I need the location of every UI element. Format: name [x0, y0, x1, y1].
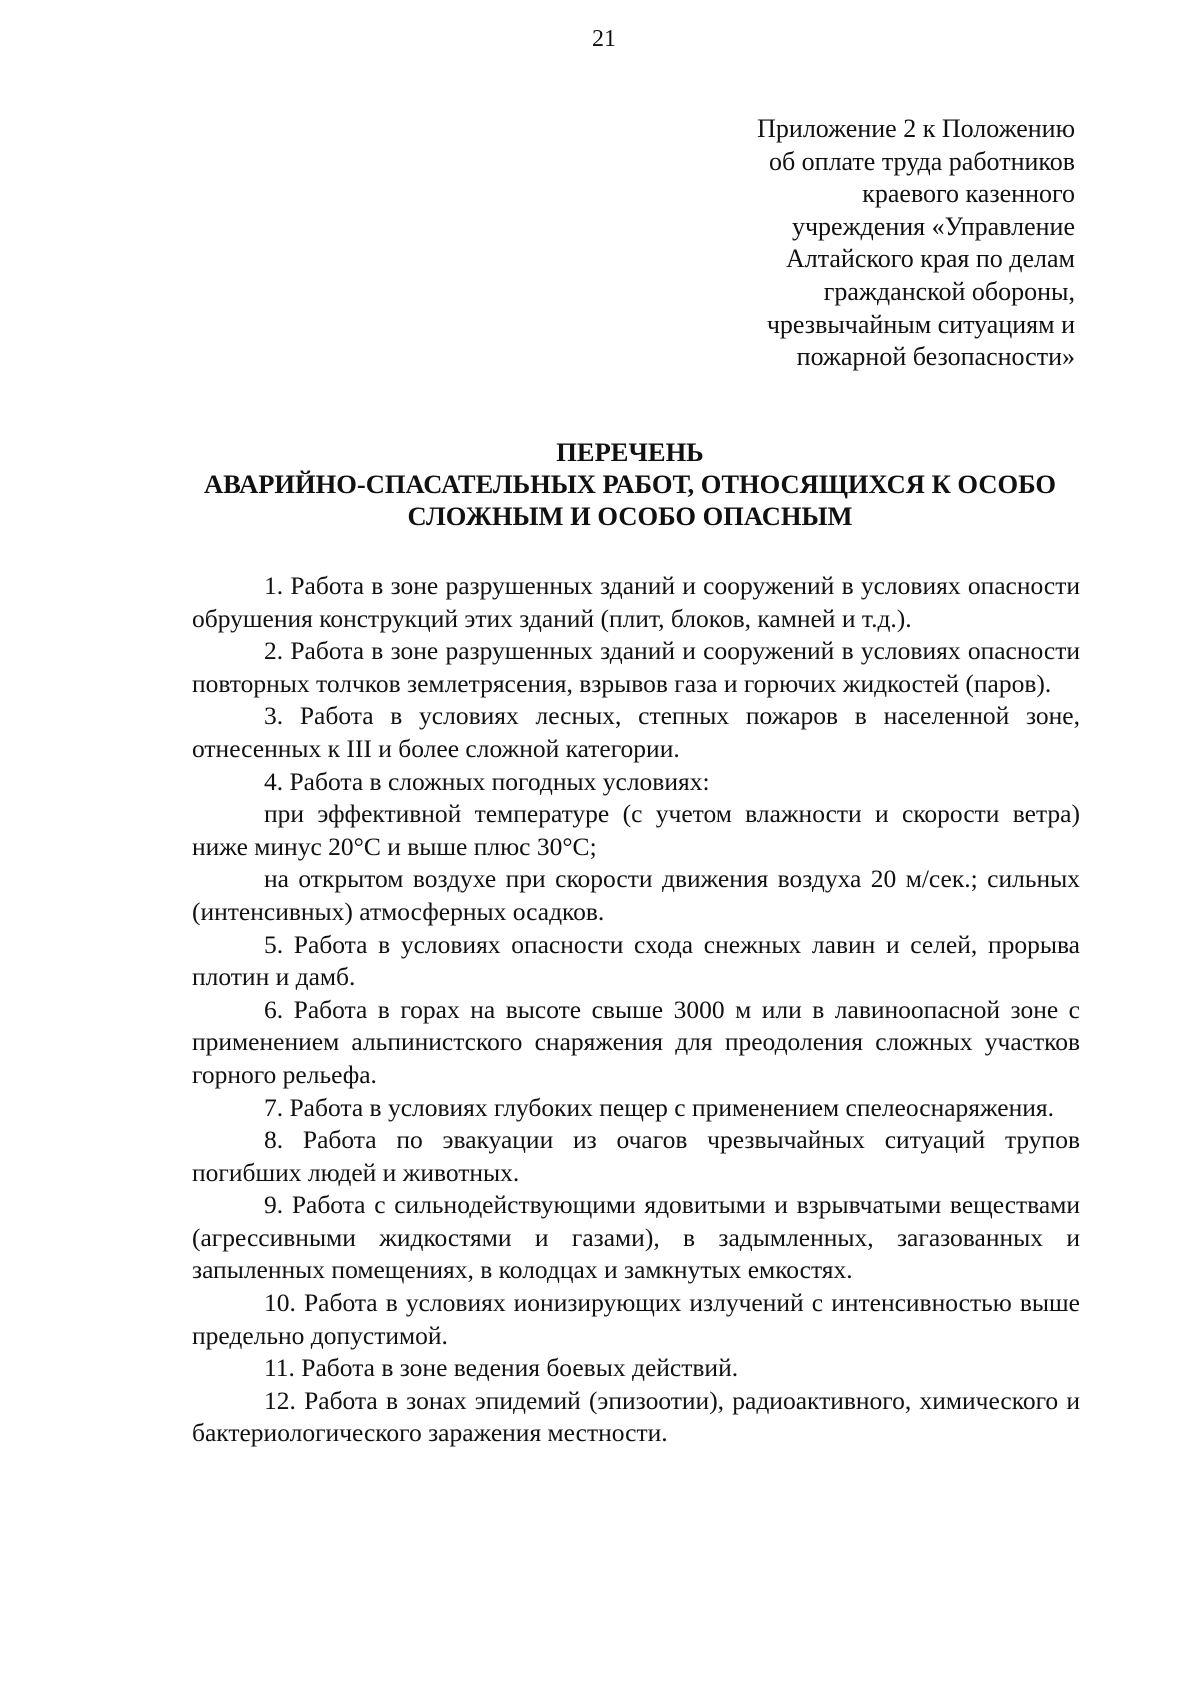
appendix-line: учреждения «Управление [791, 211, 1075, 241]
appendix-line: пожарной безопасности» [796, 342, 1075, 372]
title-line: СЛОЖНЫМ И ОСОБО ОПАСНЫМ [407, 501, 853, 531]
list-item: 9. Работа с сильнодействующими ядовитыми и взрывчатыми веществами (агрессивными жидкостями и газами), в задымленных, загазованных и запыленных помещениях, в колодцах и замкнутых емкостях. [192, 1190, 1080, 1285]
list-item: 1. Работа в зоне разрушенных зданий и сооружений в условиях опасности обрушения конструкций этих зданий (плит, блоков, камней и т.д.). [192, 571, 1080, 633]
list-item: 10. Работа в условиях ионизирующих излучений с интенсивностью выше предельно допустимой. [192, 1288, 1080, 1350]
appendix-line: Алтайского края по делам [785, 244, 1075, 274]
list-item: 5. Работа в условиях опасности схода снежных лавин и селей, прорыва плотин и дамб. [192, 929, 1080, 992]
appendix-line: гражданской обороны, [823, 276, 1075, 306]
list-item: 6. Работа в горах на высоте свыше 3000 м или в лавиноопасной зоне с применением альпинистского снаряжения для преодоления сложных участков горного рельефа. [192, 994, 1080, 1089]
list-item: 3. Работа в условиях лесных, степных пожаров в населенной зоне, отнесенных к III и более сложной категории. [192, 701, 1080, 763]
document-title [190, 436, 1070, 532]
list-subitem: на открытом воздухе при скорости движения воздуха 20 м/сек.; сильных (интенсивных) атмосферных осадков. [192, 864, 1080, 926]
list-item: 8. Работа по эвакуации из очагов чрезвычайных ситуаций трупов погибших людей и животных. [192, 1125, 1080, 1187]
list-item: 11. Работа в зоне ведения боевых действий. [264, 1353, 739, 1383]
title-line: АВАРИЙНО-СПАСАТЕЛЬНЫХ РАБОТ, ОТНОСЯЩИХСЯ К ОСОБО [203, 469, 1057, 499]
list-item: 4. Работа в сложных погодных условиях: [264, 766, 710, 796]
appendix-line: Приложение 2 к Положению [757, 114, 1075, 143]
list-subitem: при эффективной температуре (с учетом влажности и скорости ветра) ниже минус 20°С и выше плюс 30°С; [192, 799, 1080, 861]
appendix-line: чрезвычайным ситуациям и [766, 309, 1075, 339]
appendix-header [655, 113, 1075, 374]
title-line: ПЕРЕЧЕНЬ [556, 437, 704, 467]
appendix-line: об оплате труда работников [768, 146, 1075, 176]
page-number: 21 [592, 26, 616, 52]
works-list [192, 570, 1080, 1450]
appendix-line: краевого казенного [862, 179, 1075, 209]
list-item: 7. Работа в условиях глубоких пещер с применением спелеоснаряжения. [264, 1092, 1055, 1122]
list-item: 12. Работа в зонах эпидемий (эпизоотии), радиоактивного, химического и бактериологического заражения местности. [192, 1385, 1080, 1448]
list-item: 2. Работа в зоне разрушенных зданий и сооружений в условиях опасности повторных толчков землетрясения, взрывов газа и горючих жидкостей (паров). [192, 636, 1080, 698]
